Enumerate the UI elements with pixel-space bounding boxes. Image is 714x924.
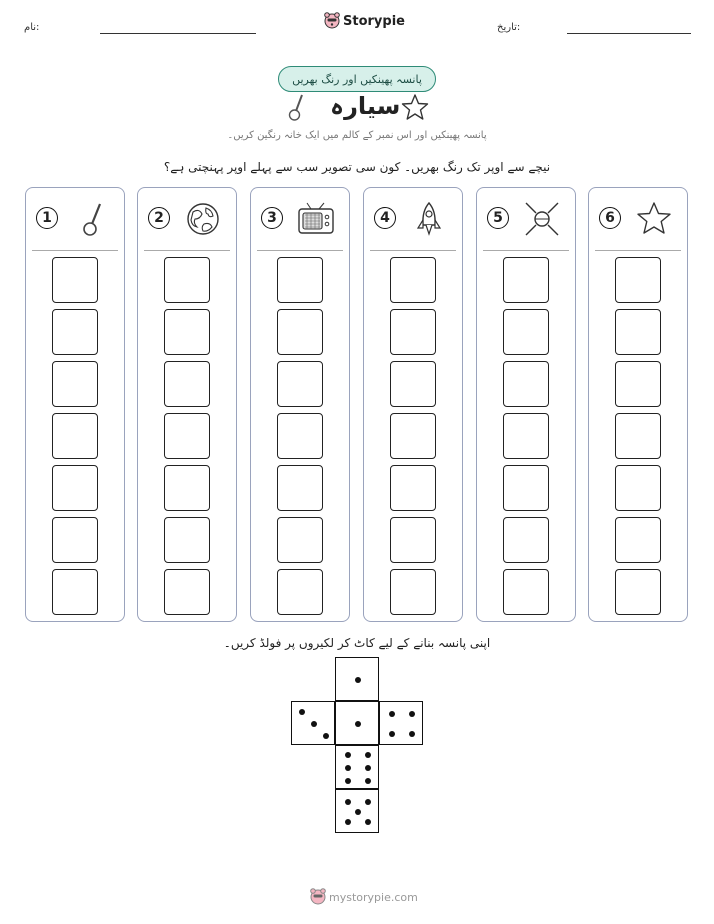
name-label: نام: — [24, 22, 40, 33]
column-5 — [476, 187, 576, 622]
earth-icon — [184, 200, 222, 238]
column-header — [364, 188, 462, 250]
color-box[interactable] — [503, 517, 549, 563]
color-box[interactable] — [277, 361, 323, 407]
dice-pip — [365, 819, 371, 825]
dice-pip — [355, 809, 361, 815]
color-box[interactable] — [277, 517, 323, 563]
column-divider — [144, 250, 230, 251]
color-box[interactable] — [615, 257, 661, 303]
column-header — [138, 188, 236, 250]
color-box[interactable] — [390, 257, 436, 303]
dice-pip — [345, 765, 351, 771]
dice-pip — [365, 799, 371, 805]
column-number: 3 — [261, 207, 283, 229]
dice-pip — [311, 721, 317, 727]
color-box[interactable] — [503, 309, 549, 355]
dice-pip — [345, 799, 351, 805]
color-box[interactable] — [615, 569, 661, 615]
name-line — [100, 33, 256, 34]
page-title: سیارہ — [330, 92, 401, 120]
rocket-icon — [410, 200, 448, 238]
color-box[interactable] — [277, 569, 323, 615]
column-divider — [370, 250, 456, 251]
dice-pip — [345, 778, 351, 784]
color-box[interactable] — [277, 413, 323, 459]
color-box[interactable] — [52, 361, 98, 407]
dice-face — [379, 701, 423, 745]
column-1 — [25, 187, 125, 622]
column-divider — [483, 250, 569, 251]
column-number: 5 — [487, 207, 509, 229]
dice-pip — [355, 677, 361, 683]
brand-logo — [324, 12, 405, 30]
instruction: نیچے سے اوپر تک رنگ بھریں۔ کون سی تصویر سب سے پہلے اوپر پہنچتی ہے؟ — [163, 160, 551, 174]
color-box[interactable] — [164, 309, 210, 355]
dice-face — [335, 657, 379, 701]
column-3 — [250, 187, 350, 622]
dice-face — [335, 745, 379, 789]
color-box[interactable] — [390, 517, 436, 563]
color-box[interactable] — [164, 569, 210, 615]
dice-pip — [355, 721, 361, 727]
magnifying-glass-icon — [287, 93, 307, 123]
color-box[interactable] — [52, 257, 98, 303]
color-box[interactable] — [164, 361, 210, 407]
color-box[interactable] — [52, 517, 98, 563]
dice-pip — [365, 752, 371, 758]
dice-pip — [409, 731, 415, 737]
cut-instruction: اپنی پانسہ بنانے کے لیے کاٹ کر لکیروں پر فولڈ کریں۔ — [223, 636, 491, 650]
color-box[interactable] — [615, 465, 661, 511]
color-box[interactable] — [164, 413, 210, 459]
footer — [310, 888, 418, 906]
color-box[interactable] — [52, 465, 98, 511]
subtitle: پانسہ پھینکیں اور اس نمبر کے کالم میں ایک خانہ رنگین کریں۔ — [227, 130, 487, 141]
column-header — [589, 188, 687, 250]
color-box[interactable] — [503, 413, 549, 459]
color-box[interactable] — [503, 257, 549, 303]
dice-face — [335, 701, 379, 745]
color-box[interactable] — [390, 361, 436, 407]
column-4 — [363, 187, 463, 622]
column-number: 2 — [148, 207, 170, 229]
color-box[interactable] — [390, 569, 436, 615]
color-box[interactable] — [390, 309, 436, 355]
star-icon — [635, 200, 673, 238]
color-box[interactable] — [615, 361, 661, 407]
television-icon — [297, 200, 335, 238]
column-divider — [595, 250, 681, 251]
color-box[interactable] — [52, 309, 98, 355]
column-header — [251, 188, 349, 250]
dice-pip — [345, 752, 351, 758]
color-box[interactable] — [52, 569, 98, 615]
dice-face — [335, 789, 379, 833]
dice-face — [291, 701, 335, 745]
color-box[interactable] — [615, 413, 661, 459]
column-header — [477, 188, 575, 250]
column-6 — [588, 187, 688, 622]
dice-pip — [389, 731, 395, 737]
color-box[interactable] — [164, 465, 210, 511]
column-number: 1 — [36, 207, 58, 229]
color-box[interactable] — [277, 465, 323, 511]
footer-url: mystorypie.com — [329, 890, 418, 904]
activity-badge: پانسہ پھینکیں اور رنگ بھریں — [278, 66, 436, 92]
color-box[interactable] — [52, 413, 98, 459]
storypie-logo-icon — [310, 888, 326, 906]
color-box[interactable] — [390, 413, 436, 459]
magnifying-glass-icon — [72, 200, 110, 238]
brand-name: Storypie — [343, 13, 405, 29]
color-box[interactable] — [615, 309, 661, 355]
color-box[interactable] — [277, 309, 323, 355]
color-box[interactable] — [277, 257, 323, 303]
column-number: 4 — [374, 207, 396, 229]
color-box[interactable] — [390, 465, 436, 511]
dice-pip — [323, 733, 329, 739]
color-box[interactable] — [503, 361, 549, 407]
dice-pip — [299, 709, 305, 715]
dice-pip — [389, 711, 395, 717]
satellite-icon — [523, 200, 561, 238]
color-box[interactable] — [615, 517, 661, 563]
color-box[interactable] — [164, 257, 210, 303]
color-box[interactable] — [503, 569, 549, 615]
column-divider — [257, 250, 343, 251]
star-icon — [400, 93, 430, 121]
color-box[interactable] — [164, 517, 210, 563]
date-label: تاریخ: — [497, 22, 521, 33]
dice-pip — [345, 819, 351, 825]
column-header — [26, 188, 124, 250]
dice-pip — [409, 711, 415, 717]
column-divider — [32, 250, 118, 251]
color-box[interactable] — [503, 465, 549, 511]
storypie-logo-icon — [324, 12, 340, 30]
column-number: 6 — [599, 207, 621, 229]
dice-pip — [365, 778, 371, 784]
date-line — [567, 33, 691, 34]
dice-pip — [365, 765, 371, 771]
column-2 — [137, 187, 237, 622]
